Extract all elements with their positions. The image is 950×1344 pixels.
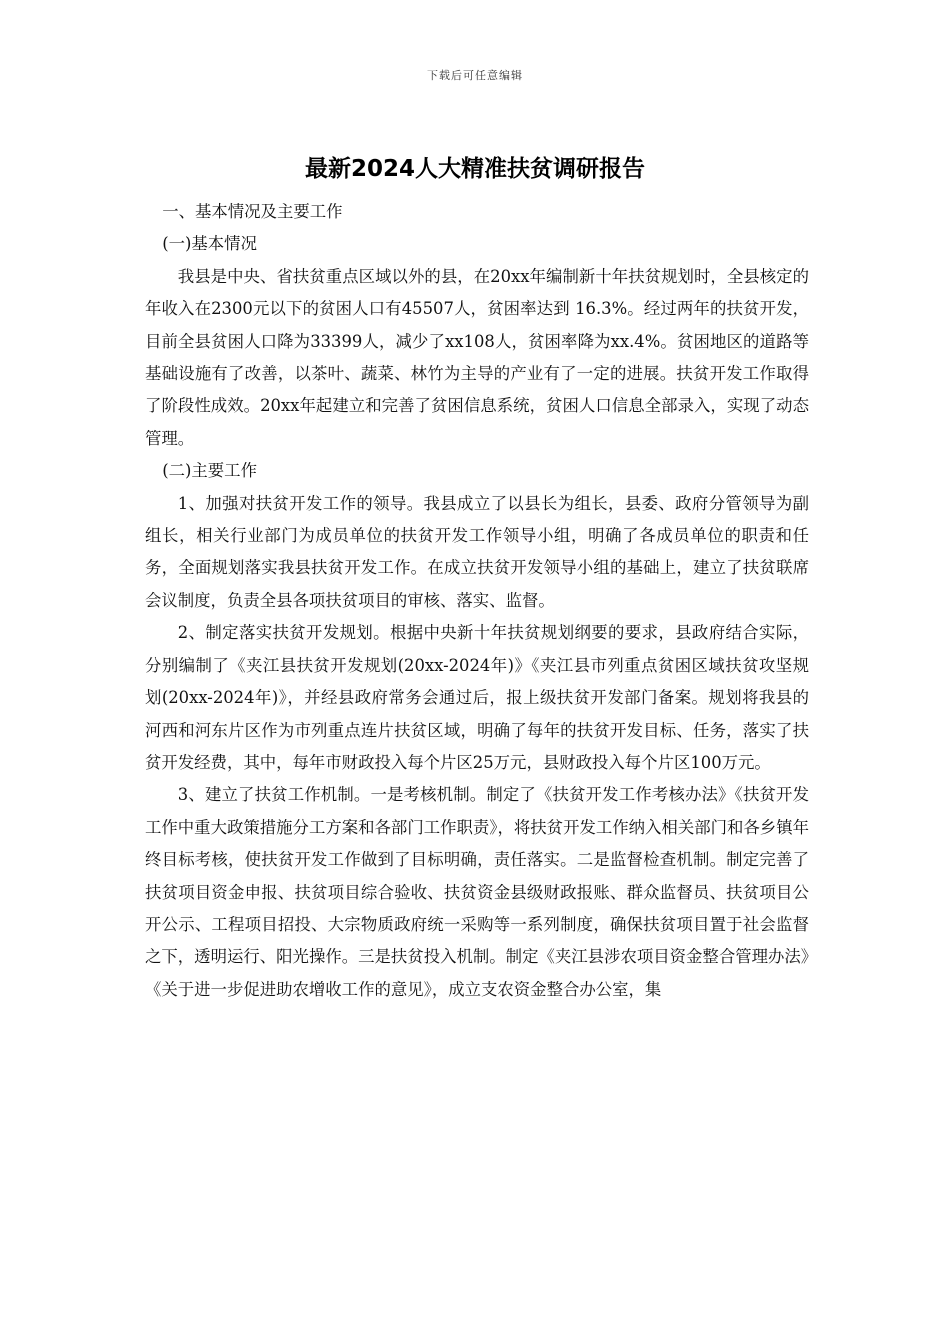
paragraph-leadership: 1、加强对扶贫开发工作的领导。我县成立了以县长为组长，县委、政府分管领导为副组长，相关行业部门为成员单位的扶贫开发工作领导小组，明确了各成员单位的职责和任务，全面规划落实我县扶贫开发工作。在成立扶贫开发领导小组的基础上，建立了扶贫联席会议制度，负责全县各项扶贫项目的审核、落实、监督。 xyxy=(145,493,809,610)
subsection-heading-main-work: (二)主要工作 xyxy=(162,461,257,481)
paragraph-planning: 2、制定落实扶贫开发规划。根据中央新十年扶贫规划纲要的要求，县政府结合实际，分别编制了《夹江县扶贫开发规划(20xx-2024年)》《夹江县市列重点贫困区域扶贫攻坚规划(20xx-2024年)》，并经县政府常务会通过后，报上级扶贫开发部门备案。规划将我县的河西和河东片区作为市列重点连片扶贫区域，明确了每年的扶贫开发目标、任务，落实了扶贫开发经费，其中，每年市财政投入每个片区25万元，县财政投入每个片区100万元。 xyxy=(145,623,809,772)
header-note: 下载后可任意编辑 xyxy=(427,69,523,82)
section-heading-1: 一、基本情况及主要工作 xyxy=(162,202,343,221)
paragraph-basic-situation: 我县是中央、省扶贫重点区域以外的县，在20xx年编制新十年扶贫规划时，全县核定的年收入在2300元以下的贫困人口有45507人，贫困率达到 16.3%。经过两年的扶贫开发，目前全县贫困人口降为33399人，减少了xx108人，贫困率降为xx.4%。贫困地区的道路等基础设施有了改善，以茶叶、蔬菜、林竹为主导的产业有了一定的进展。扶贫开发工作取得了阶段性成效。20xx年起建立和完善了贫困信息系统，贫困人口信息全部录入，实现了动态管理。 xyxy=(145,266,809,448)
document-body xyxy=(145,196,809,1006)
paragraph-mechanism: 3、建立了扶贫工作机制。一是考核机制。制定了《扶贫开发工作考核办法》《扶贫开发工作中重大政策措施分工方案和各部门工作职责》，将扶贫开发工作纳入相关部门和各乡镇年终目标考核，使扶贫开发工作做到了目标明确，责任落实。二是监督检查机制。制定完善了扶贫项目资金申报、扶贫项目综合验收、扶贫资金县级财政报账、群众监督员、扶贫项目公开公示、工程项目招投、大宗物质政府统一采购等一系列制度，确保扶贫项目置于社会监督之下，透明运行、阳光操作。三是扶贫投入机制。制定《夹江县涉农项目资金整合管理办法》《关于进一步促进助农增收工作的意见》，成立支农资金整合办公室，集 xyxy=(145,785,809,999)
subsection-heading-basic-situation: (一)基本情况 xyxy=(162,234,257,254)
document-title: 最新2024人大精准扶贫调研报告 xyxy=(304,156,645,182)
